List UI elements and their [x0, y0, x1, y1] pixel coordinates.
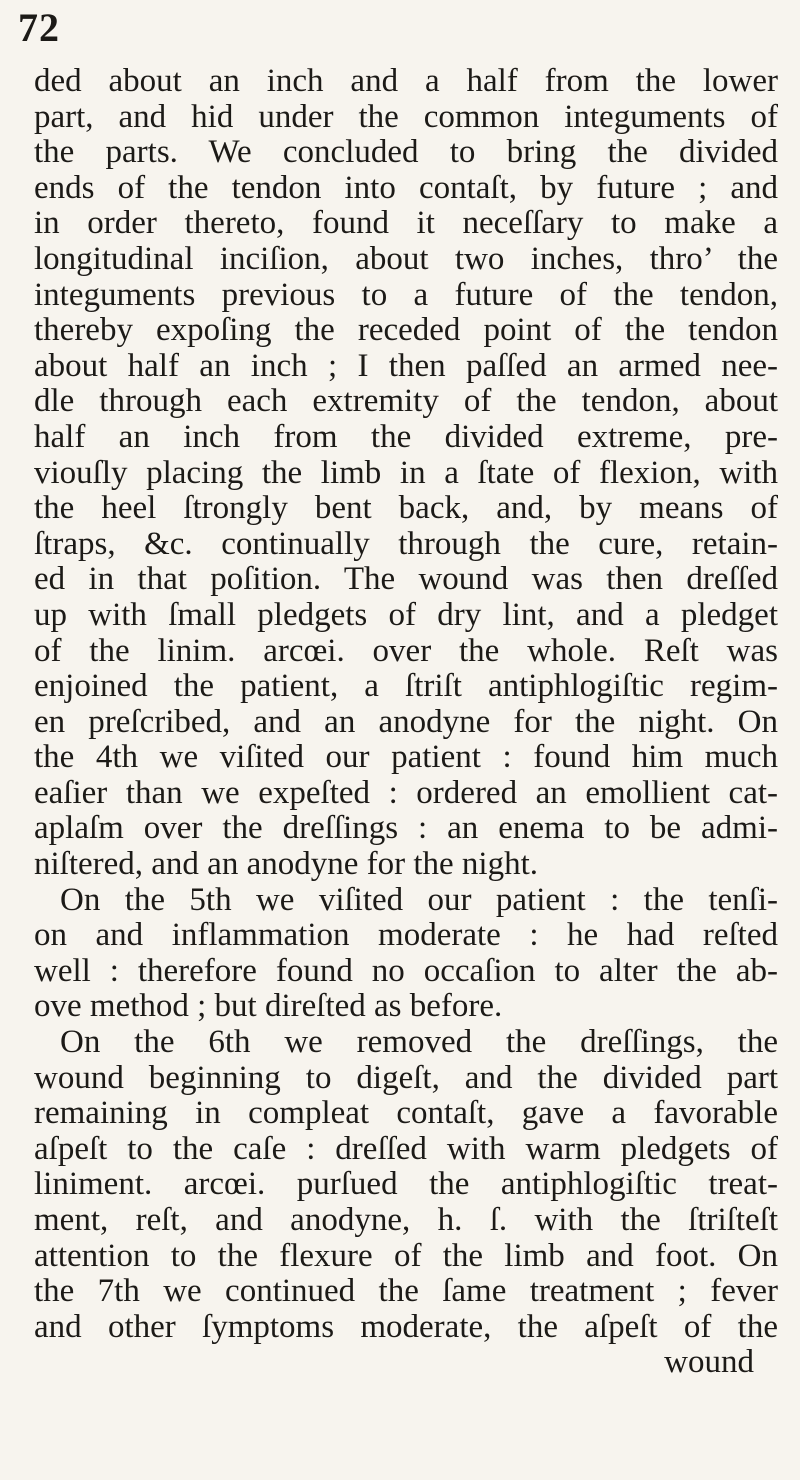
body-text	[34, 64, 778, 1381]
text-line: of the linim. arcœi. over the whole. Reſt was	[34, 632, 778, 669]
text-line: aſpeſt to the caſe : dreſſed with warm pledgets of	[34, 1130, 778, 1167]
text-line: viouſly placing the limb in a ſtate of flexion, with	[34, 454, 778, 491]
page-number: 72	[18, 5, 60, 50]
text-line: ſtraps, &c. continually through the cure, retain-	[34, 525, 778, 562]
text-line: ove method ; but direſted as before.	[34, 988, 503, 1025]
text-line: well : therefore found no occaſion to alter the ab-	[34, 952, 778, 989]
text-line: wound beginning to digeſt, and the divided part	[34, 1059, 778, 1096]
text-line: On the 6th we removed the dreſſings, the	[60, 1024, 778, 1061]
text-line: attention to the flexure of the limb and foot. On	[34, 1237, 778, 1274]
text-line: about half an inch ; I then paſſed an armed nee-	[34, 347, 778, 384]
text-line: the parts. We concluded to bring the divided	[34, 134, 778, 171]
text-line: the heel ſtrongly bent back, and, by means of	[34, 490, 778, 527]
text-line: half an inch from the divided extreme, pre-	[34, 418, 778, 455]
text-line: thereby expoſing the receded point of the tendon	[34, 312, 778, 349]
text-line: ed in that poſition. The wound was then dreſſed	[34, 561, 778, 598]
text-line: longitudinal inciſion, about two inches, thro’ the	[34, 240, 778, 277]
text-line: ment, reſt, and anodyne, h. ſ. with the ſtriſteſt	[34, 1202, 778, 1238]
text-line: part, and hid under the common integuments of	[34, 98, 778, 135]
text-line: remaining in compleat contaſt, gave a favorable	[34, 1095, 778, 1132]
text-line: ends of the tendon into contaſt, by future ; and	[34, 169, 778, 206]
text-line: enjoined the patient, a ſtriſt antiphlogiſtic regim-	[34, 668, 778, 705]
text-line: up with ſmall pledgets of dry lint, and a pledget	[34, 596, 778, 633]
text-line: On the 5th we viſited our patient : the tenſi-	[60, 881, 778, 918]
text-line: the 7th we continued the ſame treatment ; fever	[34, 1273, 778, 1310]
text-line: in order thereto, found it neceſſary to make a	[34, 205, 778, 242]
text-line: on and inflammation moderate : he had reſted	[34, 917, 778, 954]
text-line: the 4th we viſited our patient : found him much	[34, 739, 778, 776]
text-line: liniment. arcœi. purſued the antiphlogiſtic treat-	[34, 1166, 778, 1203]
text-line: niſtered, and an anodyne for the night.	[34, 846, 539, 883]
text-line: and other ſymptoms moderate, the aſpeſt of the	[34, 1308, 778, 1345]
text-line: wound	[664, 1344, 754, 1381]
text-line: aplaſm over the dreſſings : an enema to be admi-	[34, 810, 778, 847]
text-line: integuments previous to a future of the tendon,	[34, 276, 778, 313]
text-line: ded about an inch and a half from the lower	[34, 63, 778, 99]
text-line: eaſier than we expeſted : ordered an emollient cat-	[34, 774, 778, 811]
text-line: dle through each extremity of the tendon, about	[34, 383, 778, 420]
text-line: en preſcribed, and an anodyne for the night. On	[34, 703, 778, 740]
